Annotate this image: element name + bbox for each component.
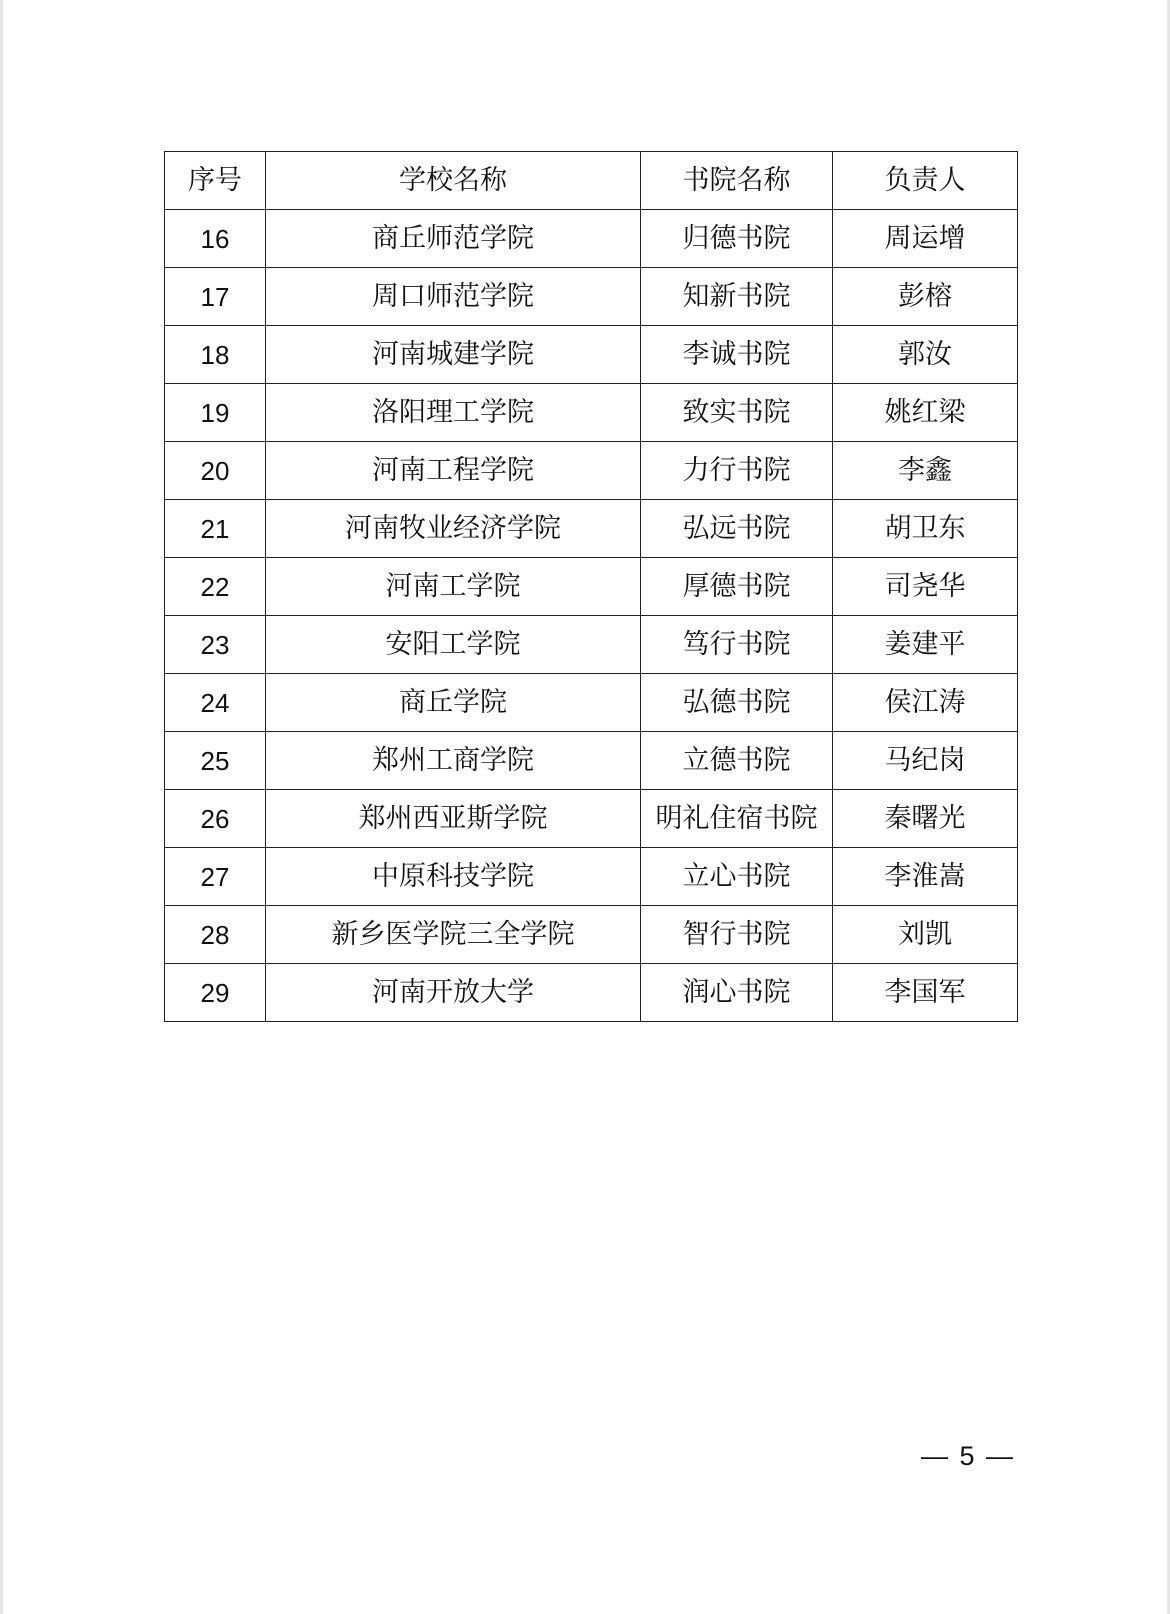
table-row: [165, 906, 1018, 964]
cell-index: 24: [165, 674, 266, 732]
cell-person-in-charge: 李国军: [833, 964, 1018, 1022]
table-row: [165, 732, 1018, 790]
cell-index: 22: [165, 558, 266, 616]
cell-school-name: 河南牧业经济学院: [266, 500, 641, 558]
header-school-name: 学校名称: [266, 152, 641, 210]
page-number: — 5 —: [920, 1441, 1015, 1471]
table-body: [165, 210, 1018, 1022]
cell-school-name: 河南开放大学: [266, 964, 641, 1022]
cell-academy-name: 立德书院: [641, 732, 833, 790]
cell-index: 27: [165, 848, 266, 906]
cell-index: 23: [165, 616, 266, 674]
table-row: [165, 558, 1018, 616]
table-header: [165, 152, 1018, 210]
cell-school-name: 洛阳理工学院: [266, 384, 641, 442]
cell-index: 16: [165, 210, 266, 268]
table-row: [165, 384, 1018, 442]
cell-school-name: 河南工学院: [266, 558, 641, 616]
cell-school-name: 河南工程学院: [266, 442, 641, 500]
cell-school-name: 商丘师范学院: [266, 210, 641, 268]
cell-academy-name: 立心书院: [641, 848, 833, 906]
cell-school-name: 安阳工学院: [266, 616, 641, 674]
cell-academy-name: 李诚书院: [641, 326, 833, 384]
cell-person-in-charge: 姚红梁: [833, 384, 1018, 442]
cell-school-name: 新乡医学院三全学院: [266, 906, 641, 964]
cell-academy-name: 知新书院: [641, 268, 833, 326]
cell-index: 26: [165, 790, 266, 848]
cell-person-in-charge: 李淮嵩: [833, 848, 1018, 906]
cell-academy-name: 笃行书院: [641, 616, 833, 674]
cell-index: 17: [165, 268, 266, 326]
cell-person-in-charge: 马纪岗: [833, 732, 1018, 790]
header-row: [165, 152, 1018, 210]
cell-person-in-charge: 郭汝: [833, 326, 1018, 384]
cell-academy-name: 力行书院: [641, 442, 833, 500]
table-row: [165, 268, 1018, 326]
cell-person-in-charge: 李鑫: [833, 442, 1018, 500]
cell-school-name: 河南城建学院: [266, 326, 641, 384]
table-row: [165, 674, 1018, 732]
cell-person-in-charge: 秦曙光: [833, 790, 1018, 848]
cell-index: 21: [165, 500, 266, 558]
cell-index: 25: [165, 732, 266, 790]
cell-index: 18: [165, 326, 266, 384]
cell-index: 20: [165, 442, 266, 500]
table-row: [165, 848, 1018, 906]
cell-index: 28: [165, 906, 266, 964]
cell-academy-name: 弘远书院: [641, 500, 833, 558]
cell-school-name: 商丘学院: [266, 674, 641, 732]
cell-academy-name: 润心书院: [641, 964, 833, 1022]
cell-school-name: 郑州工商学院: [266, 732, 641, 790]
cell-index: 29: [165, 964, 266, 1022]
cell-academy-name: 明礼住宿书院: [641, 790, 833, 848]
cell-academy-name: 致实书院: [641, 384, 833, 442]
cell-school-name: 周口师范学院: [266, 268, 641, 326]
cell-person-in-charge: 刘凯: [833, 906, 1018, 964]
academy-roster-table: [164, 151, 1018, 1022]
cell-person-in-charge: 侯江涛: [833, 674, 1018, 732]
table-row: [165, 326, 1018, 384]
page-edge-left: [0, 0, 3, 1614]
header-person-in-charge: 负责人: [833, 152, 1018, 210]
table-row: [165, 442, 1018, 500]
table-row: [165, 790, 1018, 848]
cell-person-in-charge: 姜建平: [833, 616, 1018, 674]
cell-academy-name: 智行书院: [641, 906, 833, 964]
cell-person-in-charge: 周运增: [833, 210, 1018, 268]
cell-person-in-charge: 胡卫东: [833, 500, 1018, 558]
cell-academy-name: 厚德书院: [641, 558, 833, 616]
header-index: 序号: [165, 152, 266, 210]
cell-academy-name: 归德书院: [641, 210, 833, 268]
cell-school-name: 中原科技学院: [266, 848, 641, 906]
table-row: [165, 616, 1018, 674]
table-row: [165, 500, 1018, 558]
cell-school-name: 郑州西亚斯学院: [266, 790, 641, 848]
cell-academy-name: 弘德书院: [641, 674, 833, 732]
cell-index: 19: [165, 384, 266, 442]
cell-person-in-charge: 彭榕: [833, 268, 1018, 326]
table-row: [165, 964, 1018, 1022]
table-row: [165, 210, 1018, 268]
header-academy-name: 书院名称: [641, 152, 833, 210]
cell-person-in-charge: 司尧华: [833, 558, 1018, 616]
